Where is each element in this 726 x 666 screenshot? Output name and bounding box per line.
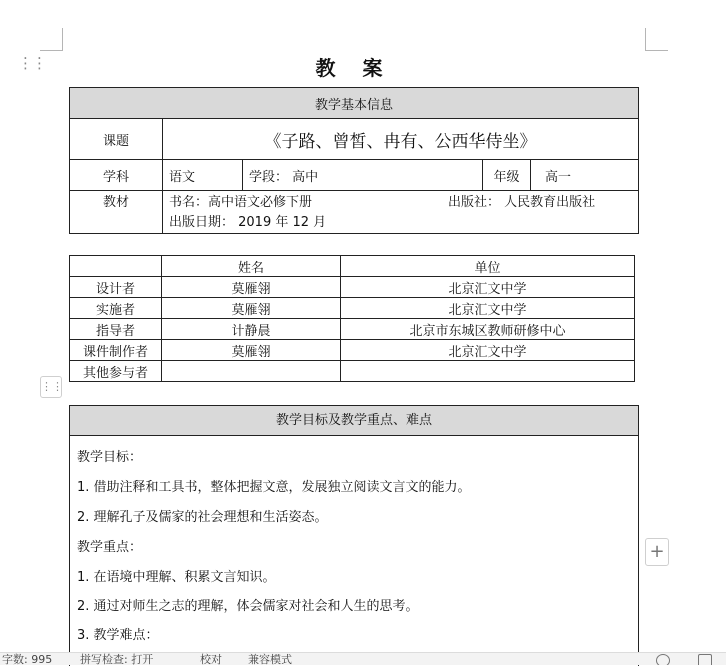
key-point-item[interactable]: 1. 在语境中理解、积累文言知识。 [77, 570, 276, 585]
publisher: 出版社： 人民教育出版社 [448, 195, 596, 210]
goal-item[interactable]: 1. 借助注释和工具书，整体把握文意，发展独立阅读文言文的能力。 [77, 480, 471, 495]
book-name: 书名：高中语文必修下册 [169, 195, 313, 210]
stage-value: 高中 [292, 169, 319, 185]
page-corner-mark [645, 28, 668, 51]
document-title: 教 案 [315, 56, 393, 80]
page-corner-mark [40, 28, 63, 51]
textbook-info[interactable] [163, 191, 639, 234]
subject-value[interactable]: 语文 [163, 160, 243, 191]
objectives-header: 教学目标及教学重点、难点 [70, 406, 638, 436]
name-cell[interactable] [162, 361, 341, 382]
role-cell: 其他参与者 [70, 361, 162, 382]
stage-label: 学段： [249, 169, 289, 185]
objectives-section [69, 405, 639, 666]
topic-value[interactable]: 《子路、曾皙、冉有、公西华侍坐》 [163, 119, 639, 160]
page-view-icon[interactable] [698, 654, 712, 665]
personnel-table [69, 255, 635, 382]
unit-cell[interactable]: 北京汇文中学 [341, 298, 635, 319]
goal-item[interactable]: 2. 理解孔子及儒家的社会理想和生活姿态。 [77, 510, 328, 525]
name-cell[interactable]: 计静晨 [162, 319, 341, 340]
compat-mode-label: 兼容模式 [248, 653, 292, 665]
publish-date: 出版日期： 2019 年 12 月 [169, 215, 327, 230]
status-bar [0, 652, 726, 665]
role-cell: 指导者 [70, 319, 162, 340]
goals-label[interactable]: 教学目标： [77, 450, 143, 465]
table-row [70, 319, 635, 340]
table-move-handle-icon[interactable]: ⋮⋮ [40, 376, 62, 398]
unit-cell[interactable]: 北京汇文中学 [341, 340, 635, 361]
table-row [70, 340, 635, 361]
grade-label: 年级 [483, 160, 531, 191]
unit-cell[interactable]: 北京市东城区教师研修中心 [341, 319, 635, 340]
textbook-label: 教材 [70, 191, 163, 234]
unit-column-header: 单位 [341, 256, 635, 277]
add-row-plus-icon[interactable]: + [645, 538, 669, 566]
name-cell[interactable]: 莫雁翎 [162, 340, 341, 361]
help-icon[interactable] [656, 654, 670, 665]
table-row [70, 277, 635, 298]
role-cell: 实施者 [70, 298, 162, 319]
unit-cell[interactable]: 北京汇文中学 [341, 277, 635, 298]
role-cell: 课件制作者 [70, 340, 162, 361]
personnel-corner-cell [70, 256, 162, 277]
unit-cell[interactable] [341, 361, 635, 382]
key-points-label[interactable]: 教学重点： [77, 540, 143, 555]
name-cell[interactable]: 莫雁翎 [162, 298, 341, 319]
table-row [70, 298, 635, 319]
name-column-header: 姓名 [162, 256, 341, 277]
grade-value[interactable]: 高一 [531, 160, 639, 191]
key-point-item[interactable]: 2. 通过对师生之志的理解，体会儒家对社会和人生的思考。 [77, 599, 419, 614]
basic-info-table [69, 87, 639, 234]
basic-info-header: 教学基本信息 [70, 88, 639, 119]
drag-handle-icon[interactable]: ⋮⋮ [18, 54, 46, 72]
proofread-button[interactable]: 校对 [200, 653, 222, 665]
stage-cell[interactable] [243, 160, 483, 191]
role-cell: 设计者 [70, 277, 162, 298]
spell-check-status[interactable]: 拼写检查: 打开 [80, 653, 154, 665]
subject-label: 学科 [70, 160, 163, 191]
difficulty-item[interactable]: 3. 教学难点： [77, 628, 159, 643]
word-count[interactable]: 字数: 995 [2, 653, 53, 665]
table-row [70, 361, 635, 382]
topic-label: 课题 [70, 119, 163, 160]
name-cell[interactable]: 莫雁翎 [162, 277, 341, 298]
